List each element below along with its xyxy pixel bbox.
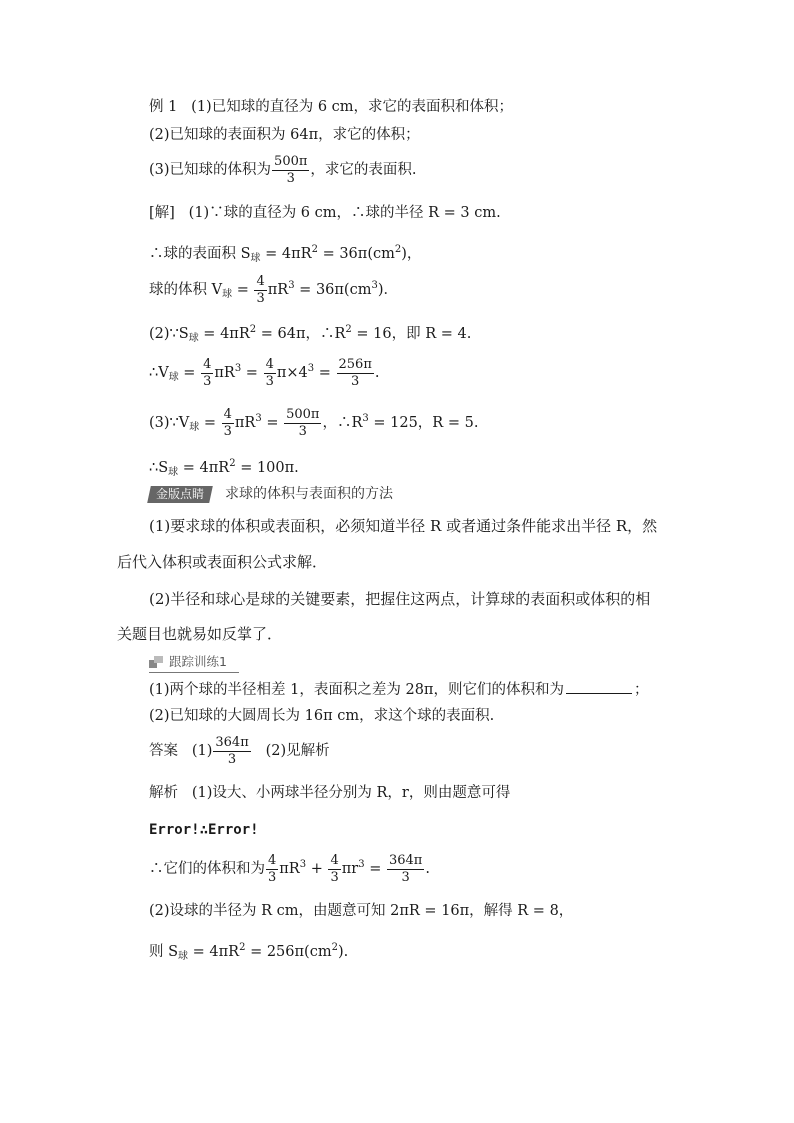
- solution-line-4: [149, 320, 471, 349]
- text-run: 3: [265, 373, 274, 389]
- text-run: 球: [189, 422, 200, 433]
- text-run: 4: [223, 406, 232, 422]
- solution-line-5: [149, 351, 379, 396]
- text-run: 3: [286, 170, 295, 186]
- text-run: =: [178, 365, 201, 381]
- text-run: 3: [223, 423, 232, 439]
- analysis-line-4: (2)设球的半径为 R cm，由题意可知 2πR = 16π，解得 R = 8，: [149, 903, 574, 919]
- text-run: ∴S: [149, 460, 169, 476]
- practice-header: [149, 654, 239, 673]
- text-run: 3: [203, 373, 212, 389]
- text-run: 3: [255, 413, 262, 424]
- solution-line-1: [149, 203, 501, 223]
- text-run: ，∴R: [322, 415, 363, 431]
- text-run: 2: [249, 324, 257, 335]
- text-run: ).: [337, 944, 349, 960]
- text-run: πR: [267, 282, 289, 298]
- tips-p1-line2: 后代入体积或表面积公式求解．: [117, 553, 328, 571]
- answer-blank: [566, 679, 632, 694]
- text-run: 金版点睛: [156, 487, 205, 501]
- example-q3-prefix: (3)已知球的体积为: [149, 162, 272, 178]
- text-run: 球: [168, 372, 179, 383]
- text-run: ∴它们的体积和为: [149, 861, 265, 877]
- fraction: [264, 358, 276, 389]
- text-run: (1): [191, 743, 213, 759]
- practice-q1: [149, 679, 648, 700]
- text-run: 4: [330, 852, 339, 868]
- text-run: 3: [288, 280, 295, 291]
- text-run: πR: [279, 861, 300, 877]
- text-run: = 4πR: [198, 326, 250, 342]
- analysis-line-5: [149, 938, 348, 967]
- text-run: = 36π(cm: [294, 282, 372, 298]
- text-run: = 64π，∴R: [256, 326, 346, 342]
- text-run: 3: [351, 373, 360, 389]
- text-run: πR: [234, 415, 256, 431]
- text-run: 4: [203, 356, 212, 372]
- text-run: = 256π(cm: [245, 944, 332, 960]
- text-run: = 100π.: [235, 460, 299, 476]
- fraction: [272, 155, 309, 186]
- text-run: )，: [401, 246, 422, 262]
- practice-q2: (2)已知球的大圆周长为 16π cm，求这个球的表面积.: [149, 708, 495, 724]
- text-run: 球: [188, 333, 199, 344]
- text-run: (1)设大、小两球半径分别为 R，r，则由题意可得: [191, 785, 511, 801]
- fraction: [337, 358, 374, 389]
- tips-header: [149, 484, 393, 504]
- text-run: 2: [331, 942, 338, 953]
- text-run: =: [232, 282, 254, 298]
- text-run: 球: [222, 289, 233, 300]
- text-run: 3: [307, 363, 315, 374]
- text-run: 4: [265, 356, 274, 372]
- text-run: 2: [345, 324, 352, 335]
- text-run: 3: [227, 751, 237, 767]
- text-run: 3: [401, 869, 410, 885]
- text-run: 3: [371, 280, 378, 291]
- analysis-line-3: [149, 847, 430, 887]
- example-q1-text: (1)已知球的直径为 6 cm，求它的表面积和体积；: [191, 99, 514, 115]
- text-run: =: [364, 861, 386, 877]
- text-run: 球的体积 V: [149, 282, 223, 298]
- text-run: πr: [341, 861, 359, 877]
- text-run: 3: [234, 363, 242, 374]
- text-run: 364π: [215, 734, 249, 750]
- fraction: [201, 358, 213, 389]
- analysis-line-1: [149, 783, 510, 803]
- text-run: 2: [311, 244, 318, 255]
- solution-tag: [解]: [149, 205, 175, 221]
- text-run: =: [199, 415, 221, 431]
- fraction: [254, 275, 266, 306]
- example-q3-suffix: ，求它的表面积.: [310, 162, 417, 178]
- answer-tag: 答案: [149, 743, 178, 759]
- answer-line: [149, 733, 330, 769]
- text-run: = 16，即 R = 4.: [351, 326, 472, 342]
- text-run: (3)∵V: [149, 415, 190, 431]
- text-run: 3: [268, 869, 277, 885]
- text-run: )．: [377, 282, 399, 298]
- tips-p2-line1: (2)半径和球心是球的关键要素，把握住这两点，计算球的表面积或体积的相: [149, 590, 651, 608]
- text-run: ；: [633, 682, 649, 698]
- text-run: 3: [330, 869, 339, 885]
- text-run: 则 S: [149, 944, 179, 960]
- solution-line-6: [149, 401, 478, 446]
- text-run: ∴球的表面积 S: [149, 246, 251, 262]
- analysis-tag: 解析: [149, 785, 178, 801]
- text-run: 3: [256, 290, 265, 306]
- text-run: = 4πR: [178, 460, 230, 476]
- text-run: 球: [250, 253, 261, 264]
- text-run: πR: [214, 365, 235, 381]
- practice-icon: [149, 656, 163, 668]
- text-run: (1)∵球的直径为 6 cm，∴球的半径 R = 3 cm.: [188, 205, 501, 221]
- example-label: 例 1: [149, 99, 178, 115]
- text-run: 球: [168, 467, 179, 478]
- text-run: = 36π(cm: [317, 246, 395, 262]
- text-run: (1)两个球的半径相差 1，表面积之差为 28π，则它们的体积和为: [149, 682, 564, 698]
- analysis-error-line: Error!∴Error!: [149, 822, 259, 838]
- text-run: 3: [362, 413, 369, 424]
- text-run: 3: [299, 859, 307, 870]
- example-q1: [149, 97, 513, 117]
- text-run: 2: [394, 244, 402, 255]
- text-run: .: [374, 365, 380, 381]
- example-q2: (2)已知球的表面积为 64π，求它的体积；: [149, 127, 420, 143]
- text-run: = 125，R = 5.: [368, 415, 479, 431]
- text-run: .: [425, 861, 430, 877]
- solution-line-7: [149, 454, 299, 483]
- tips-title: 求球的体积与表面积的方法: [225, 486, 394, 502]
- text-run: =: [241, 365, 263, 381]
- practice-label: 跟踪训练1: [169, 654, 227, 669]
- text-run: π×4: [276, 365, 308, 381]
- text-run: 4: [268, 852, 277, 868]
- example-q3: [149, 152, 417, 188]
- fraction: [284, 408, 321, 439]
- fraction: [387, 854, 424, 885]
- text-run: 364π: [388, 852, 423, 868]
- text-run: 256π: [338, 356, 372, 372]
- fraction: [222, 408, 234, 439]
- text-run: = 4πR: [188, 944, 240, 960]
- text-run: 2: [239, 942, 246, 953]
- text-run: 3: [358, 859, 365, 870]
- solution-line-2: [149, 240, 421, 269]
- text-run: =: [261, 415, 284, 431]
- text-run: 500π: [274, 153, 308, 169]
- text-run: 球: [178, 951, 189, 962]
- solution-line-3: [149, 268, 398, 313]
- tips-p2-line2: 关题目也就易如反掌了．: [117, 625, 283, 643]
- fraction: [213, 736, 250, 767]
- tips-badge: [147, 486, 213, 503]
- text-run: =: [314, 365, 336, 381]
- text-run: (2)∵S: [149, 326, 189, 342]
- tips-p1-line1: (1)要求球的体积或表面积，必须知道半径 R 或者通过条件能求出半径 R，然: [149, 517, 658, 535]
- text-run: 500π: [286, 406, 320, 422]
- text-run: +: [306, 861, 328, 877]
- text-run: (2)见解析: [265, 743, 330, 759]
- fraction: [266, 854, 278, 885]
- text-run: ∴V: [149, 365, 169, 381]
- text-run: 3: [298, 423, 307, 439]
- text-run: 2: [229, 458, 236, 469]
- text-run: = 4πR: [260, 246, 312, 262]
- text-run: 4: [256, 273, 265, 289]
- fraction: [328, 854, 340, 885]
